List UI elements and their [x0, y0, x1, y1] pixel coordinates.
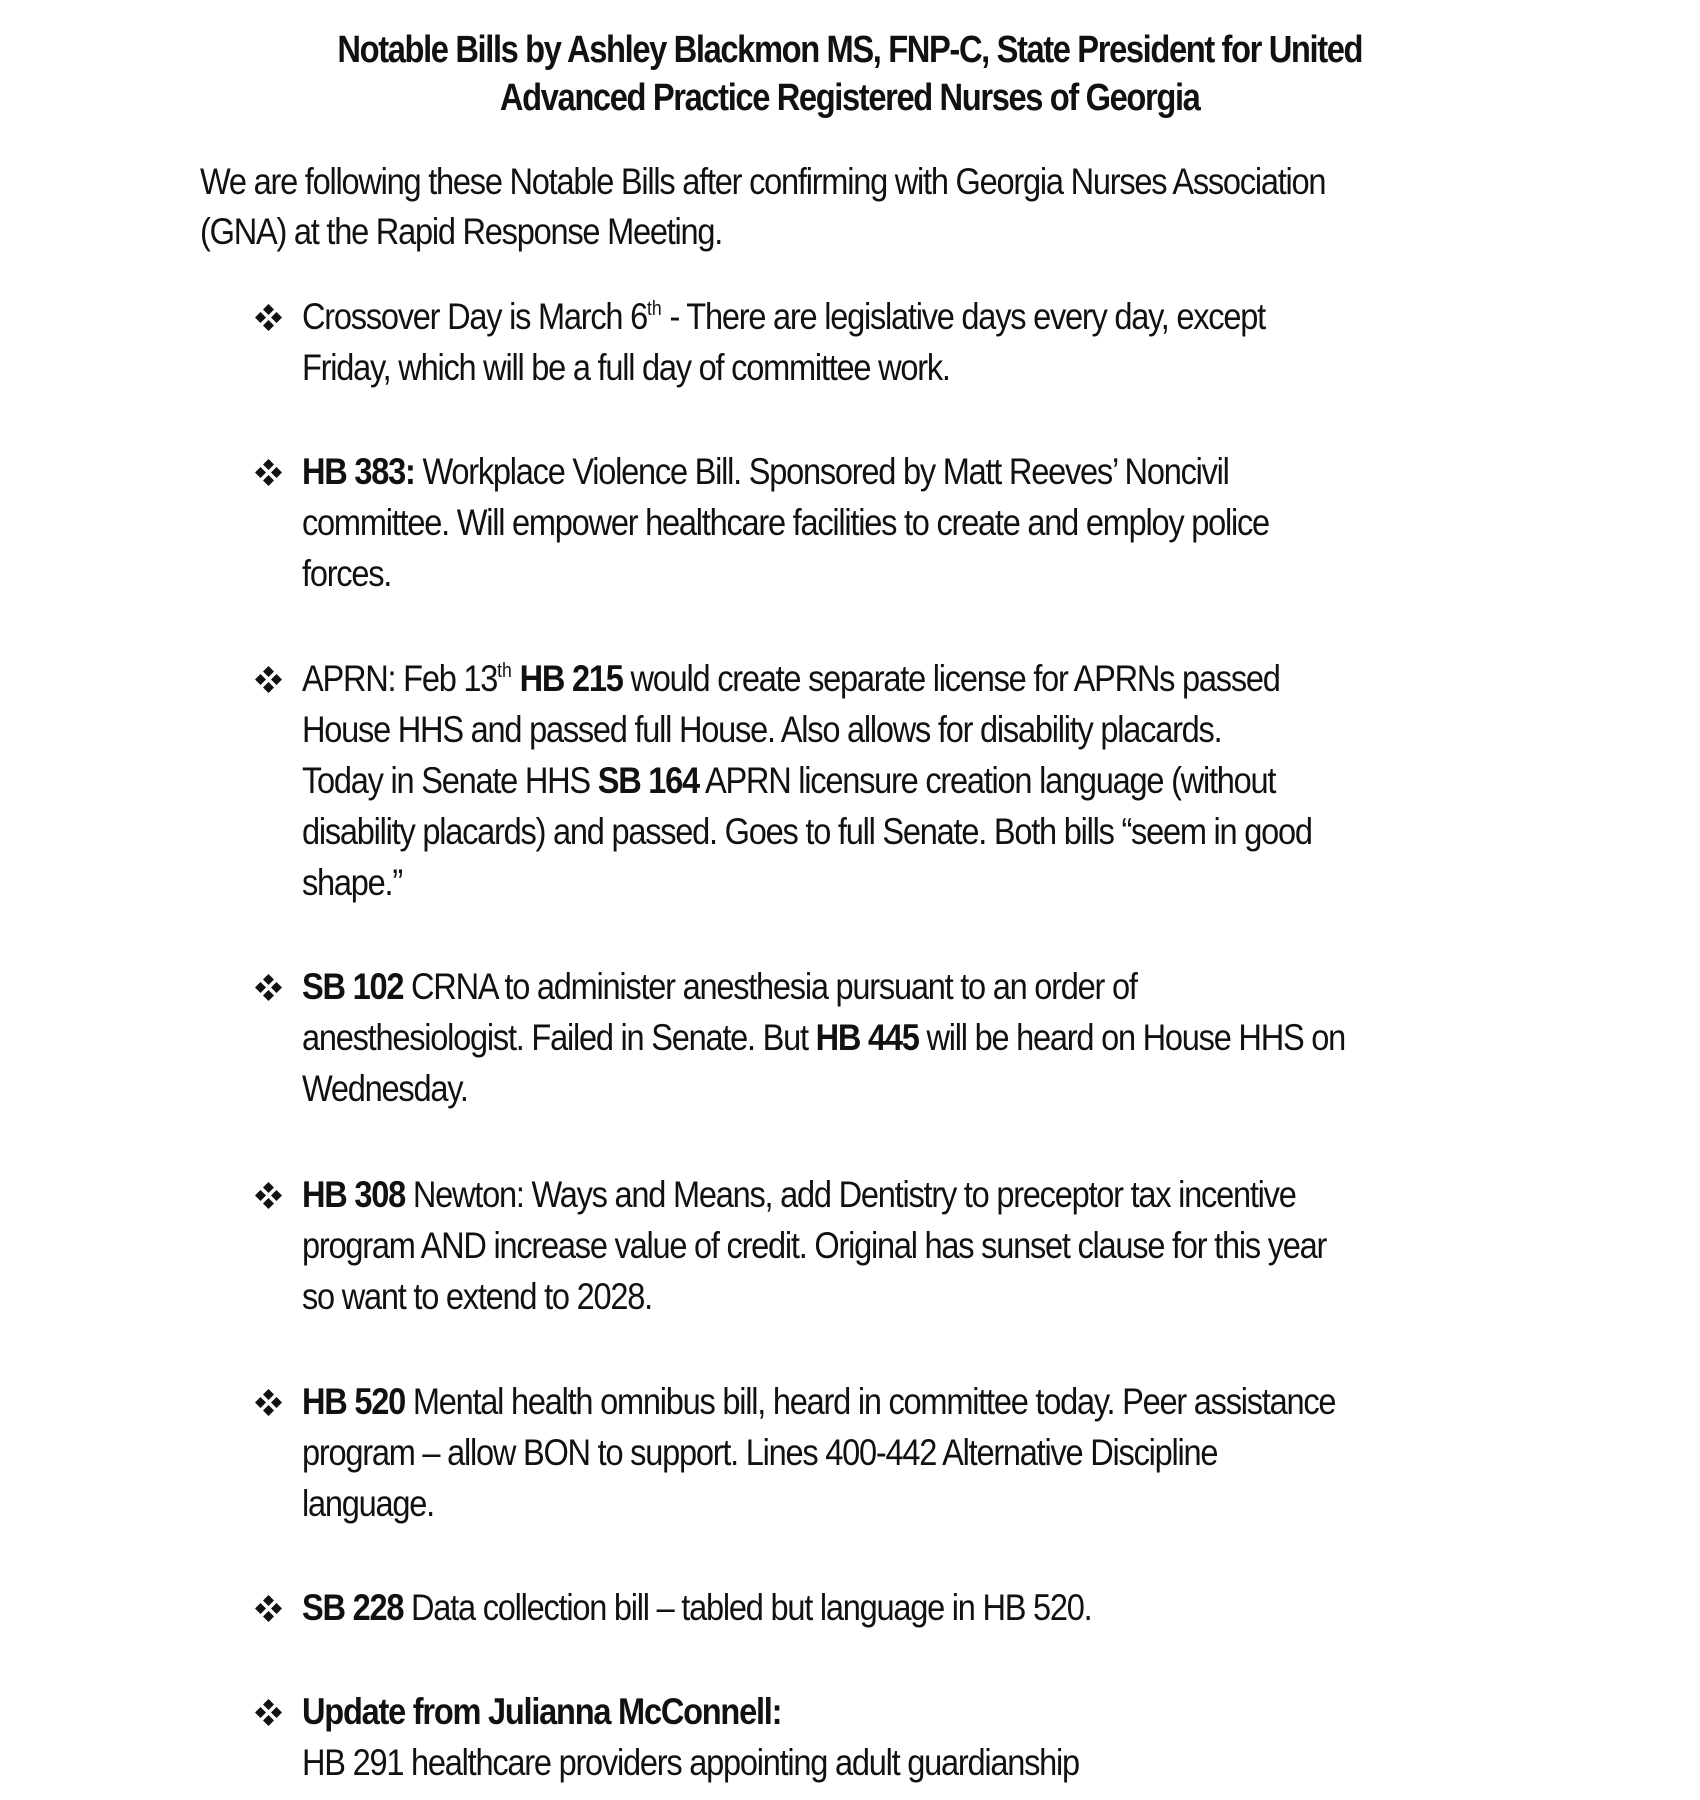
bill-item-text [302, 1582, 1522, 1633]
bill-number: HB 383: [302, 451, 415, 492]
bill-number: SB 102 [302, 966, 404, 1007]
bill-number: SB 164 [597, 760, 699, 801]
bill-text: Friday, which will be a full day of committee work. [302, 347, 950, 388]
bill-text: House HHS and passed full House. Also allows for disability placards. [302, 709, 1222, 750]
bill-item-line [302, 1582, 1376, 1633]
bill-item-line [302, 548, 1376, 599]
bill-item-line [302, 704, 1376, 755]
title-line-2: Advanced Practice Registered Nurses of Georgia [500, 77, 1200, 119]
bill-number: HB 308 [302, 1174, 406, 1215]
bill-text: disability placards) and passed. Goes to full Senate. Both bills “seem in good [302, 811, 1312, 852]
bill-item-text [302, 446, 1522, 599]
bill-item-line [302, 806, 1376, 857]
bill-item-text [302, 653, 1522, 908]
four-diamond-bullet-icon [255, 291, 295, 342]
bill-item-text [302, 1686, 1522, 1788]
document-title [0, 26, 1700, 122]
bill-text: Wednesday. [302, 1068, 468, 1109]
bill-item-text [302, 1169, 1522, 1322]
intro-paragraph [200, 157, 1520, 257]
bill-item-line [302, 497, 1376, 548]
bill-item-line [302, 1063, 1376, 1114]
intro-line-1: We are following these Notable Bills after confirming with Georgia Nurses Association [200, 161, 1326, 202]
bill-text: APRN: Feb 13 [302, 658, 498, 699]
bill-item-line [302, 1737, 1376, 1788]
bill-item-line [302, 1012, 1376, 1063]
bill-item-line [302, 446, 1376, 497]
bill-item-line [302, 1376, 1376, 1427]
bill-text: Today in Senate HHS [302, 760, 598, 801]
bill-text: shape.” [302, 862, 402, 903]
bill-item-line [302, 1427, 1376, 1478]
bill-text: forces. [302, 553, 392, 594]
bill-number: HB 445 [815, 1017, 919, 1058]
title-line-1: Notable Bills by Ashley Blackmon MS, FNP-C, State President for United [337, 29, 1363, 71]
bill-item-line [302, 291, 1376, 342]
bill-item-line [302, 755, 1376, 806]
bill-item-line [302, 1220, 1376, 1271]
bill-text: HB 291 healthcare providers appointing adult guardianship [302, 1742, 1079, 1783]
bill-number: HB 520 [302, 1381, 406, 1422]
bill-item-text [302, 1376, 1522, 1529]
bill-text: APRN licensure creation language (without [698, 760, 1276, 801]
bill-text: will be heard on House HHS on [918, 1017, 1346, 1058]
bill-text: - There are legislative days every day, except [661, 296, 1265, 337]
bill-text: program AND increase value of credit. Original has sunset clause for this year [302, 1225, 1327, 1266]
bill-item-line [302, 1478, 1376, 1529]
bill-item-line [302, 342, 1376, 393]
ordinal-suffix: th [646, 298, 662, 320]
bill-item-text [302, 291, 1522, 393]
bill-text: language. [302, 1483, 434, 1524]
four-diamond-bullet-icon [255, 1376, 295, 1427]
bill-item-text [302, 961, 1522, 1114]
bill-number: Update from Julianna McConnell: [302, 1691, 782, 1732]
bill-item-line [302, 1169, 1376, 1220]
bill-number: HB 215 [519, 658, 623, 699]
four-diamond-bullet-icon [255, 1169, 295, 1220]
bill-item-line [302, 1271, 1376, 1322]
four-diamond-bullet-icon [255, 961, 295, 1012]
four-diamond-bullet-icon [255, 1582, 295, 1633]
bill-text: Crossover Day is March 6 [302, 296, 647, 337]
bill-number: SB 228 [302, 1587, 404, 1628]
bill-text: committee. Will empower healthcare facilities to create and employ police [302, 502, 1269, 543]
bill-item-line [302, 1686, 1376, 1737]
bill-text: Workplace Violence Bill. Sponsored by Matt Reeves’ Noncivil [414, 451, 1229, 492]
four-diamond-bullet-icon [255, 1686, 295, 1737]
four-diamond-bullet-icon [255, 446, 295, 497]
four-diamond-bullet-icon [255, 653, 295, 704]
bill-text: anesthesiologist. Failed in Senate. But [302, 1017, 816, 1058]
bill-item-line [302, 653, 1376, 704]
intro-line-2: (GNA) at the Rapid Response Meeting. [200, 211, 723, 252]
bill-text: would create separate license for APRNs passed [622, 658, 1280, 699]
bill-text: CRNA to administer anesthesia pursuant to an order of [403, 966, 1137, 1007]
bill-text: Newton: Ways and Means, add Dentistry to preceptor tax incentive [405, 1174, 1296, 1215]
bill-text: so want to extend to 2028. [302, 1276, 652, 1317]
bill-item-line [302, 857, 1376, 908]
bill-text: program – allow BON to support. Lines 400-442 Alternative Discipline [302, 1432, 1218, 1473]
bill-item-line [302, 961, 1376, 1012]
bill-text: Mental health omnibus bill, heard in committee today. Peer assistance [405, 1381, 1336, 1422]
ordinal-suffix: th [497, 660, 512, 682]
bill-text: Data collection bill – tabled but language in HB 520. [403, 1587, 1092, 1628]
